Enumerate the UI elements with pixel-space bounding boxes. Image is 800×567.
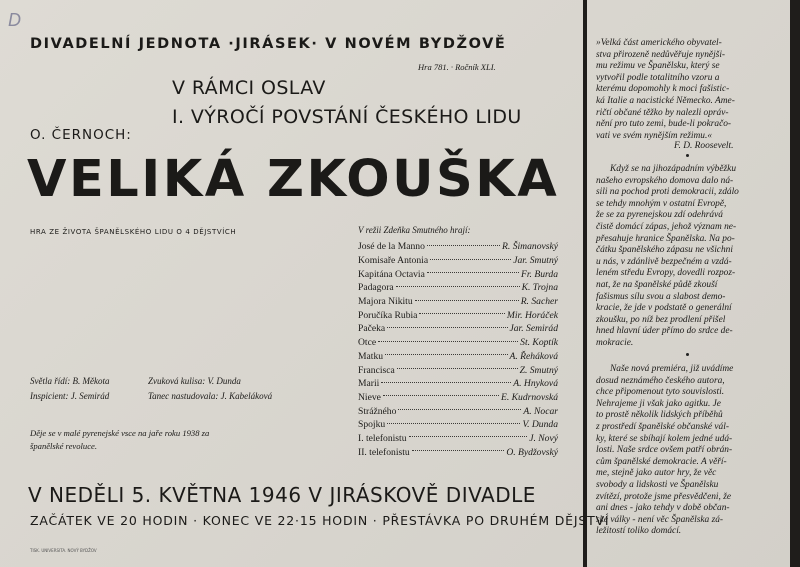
cast-row [358, 281, 558, 295]
cast-row [358, 308, 558, 322]
separator-dot [686, 154, 689, 157]
cast-role: Matku [358, 350, 384, 362]
cast-row [358, 391, 558, 405]
essay-paragraph-1 [596, 164, 782, 350]
text-line: fašismus sílu svou a slabost demo- [596, 291, 726, 302]
quote-source: F. D. Roosevelt. [674, 141, 734, 151]
text-line: mokracie. [596, 337, 634, 348]
text-line: Naše nová premiéra, již uvádíme [610, 364, 734, 374]
cast-row [358, 322, 558, 336]
leader-dots [430, 259, 511, 260]
separator-dot [686, 353, 689, 356]
cast-list [358, 240, 558, 459]
text-line: dosud neznámého českého autora, [596, 375, 725, 386]
cast-actor: K. Trojna [521, 282, 558, 294]
cast-role: José de la Manno [358, 241, 425, 253]
leader-dots [427, 245, 500, 246]
text-line: přesahuje hranice Španělska. Na po- [596, 233, 735, 244]
cast-role: Strážného [358, 405, 397, 417]
text-line: Když se na jihozápadním výběžku [610, 164, 737, 174]
cast-role: II. telefonistu [358, 446, 410, 458]
text-line: ričtí občané těžko by nalezli opráv- [596, 107, 729, 118]
author-name: O. ČERNOCH: [30, 127, 132, 143]
corner-mark: D [8, 10, 21, 30]
cast-row [358, 377, 558, 391]
text-line: hned hlavní úder přímo do srdce de- [596, 326, 733, 337]
crew-lights: Světla řídí: B. Měkota [30, 376, 110, 386]
text-line: ležitostí toliko domácí. [596, 526, 682, 537]
cast-actor: Z. Smutný [519, 364, 558, 376]
cast-actor: Jar. Smutný [513, 255, 558, 267]
text-line: chce připomenout tyto souvislosti. [596, 387, 725, 398]
leader-dots [385, 354, 507, 355]
text-line: ky, které se sbíhají kolem jedné udá- [596, 433, 733, 444]
cast-actor: A. Hnyková [513, 378, 558, 390]
cast-row [358, 240, 558, 254]
leader-dots [397, 368, 518, 369]
leader-dots [383, 395, 499, 396]
occasion-line-1: V RÁMCI OSLAV [172, 77, 326, 99]
cast-actor: A. Nocar [523, 405, 558, 417]
setting-line-1: Děje se v malé pyrenejské vsce na jaře roku 1938 za [30, 428, 210, 438]
leader-dots [396, 286, 520, 287]
cast-actor: St. Koptík [520, 337, 558, 349]
cast-role: Poručíka Rubia [358, 309, 418, 321]
text-line: to prostě několik lidských příběhů [596, 410, 723, 421]
performance-times: ZAČÁTEK VE 20 HODIN · KONEC VE 22·15 HODIN · PŘESTÁVKA PO DRUHÉM DĚJSTVÍ [30, 513, 610, 528]
leader-dots [387, 423, 520, 424]
cast-row [358, 445, 558, 459]
leader-dots [387, 327, 507, 328]
cast-role: Spojku [358, 419, 386, 431]
cast-row [358, 336, 558, 350]
cast-role: Otce [358, 337, 377, 349]
text-line: ské války - není věc Španělska zá- [596, 514, 724, 525]
cast-actor: A. Řeháková [509, 350, 558, 362]
cast-actor: Mir. Horáček [506, 309, 558, 321]
text-line: Nehrajeme ji však jako agitku. Je [596, 398, 721, 409]
cast-role: Marii [358, 378, 380, 390]
page-edge [790, 0, 800, 567]
leader-dots [412, 450, 505, 451]
text-line: kterému dopomohly k moci fašistic- [596, 84, 730, 95]
direction-line: V režii Zdeňka Smutného hrají: [358, 225, 471, 235]
cast-row [358, 267, 558, 281]
cast-actor: R. Šimanovský [502, 241, 558, 253]
cast-row [358, 350, 558, 364]
text-line: že se za pyrenejskou zdí odehrává [596, 210, 723, 221]
cast-role: Nieve [358, 391, 381, 403]
cast-role: Komisaře Antonia [358, 255, 429, 267]
crew-sound: Zvuková kulisa: V. Dunda [148, 376, 241, 386]
text-line: »Velká část amerického obyvatel- [596, 38, 722, 48]
text-line: čátku španělského zápasu ne všichni [596, 245, 733, 256]
cast-row [358, 254, 558, 268]
cast-role: Majora Nikitu [358, 296, 413, 308]
text-line: zvítězí, protože jsme přesvědčeni, že [596, 491, 732, 502]
cast-role: Padagora [358, 282, 394, 294]
crew-dance: Tanec nastudovala: J. Kabeláková [148, 391, 273, 401]
cast-role: Pačeka [358, 323, 386, 335]
text-line: me, stejně jako autor hry, že věc [596, 468, 717, 479]
cast-role: Kapitána Octavia [358, 268, 425, 280]
text-line: kracie, že jde v podstatě o generální [596, 303, 732, 314]
crew-prompter: Inspicient: J. Semirád [30, 391, 110, 401]
text-line: losti. Naše srdce ovšem patří obrán- [596, 445, 733, 456]
text-line: čistě domácí zápas, jehož význam ne- [596, 221, 737, 232]
leader-dots [409, 436, 528, 437]
text-line: ani dnes - jako tehdy v době občan- [596, 503, 730, 514]
cast-role: Francisca [358, 364, 395, 376]
cast-row [358, 432, 558, 446]
cast-row [358, 295, 558, 309]
cast-role: I. telefonistu [358, 432, 407, 444]
text-line: nění pro tuto zemi, bude-li pokračo- [596, 119, 732, 130]
setting-line-2: španělské revoluce. [30, 441, 97, 451]
cast-actor: J. Nový [529, 432, 558, 444]
text-line: stva přirozeně nedůvěřuje nynějši- [596, 49, 726, 60]
text-line: zkoušku, po níž bez prodlení přišel [596, 314, 726, 325]
play-title: VELIKÁ ZKOUŠKA [27, 150, 560, 209]
leader-dots [415, 300, 519, 301]
cast-actor: Fr. Burda [521, 268, 558, 280]
text-line: vytvořil podle totalitního vzoru a [596, 72, 720, 83]
roosevelt-quote [596, 38, 782, 142]
text-line: se tehdy mnohým v ostatní Evropě, [596, 198, 727, 209]
text-line: cům španělské demokracie. A věří- [596, 456, 727, 467]
text-line: leném středu Evropy, dovedli rozpoz- [596, 268, 736, 279]
essay-paragraph-2 [596, 364, 782, 538]
cast-actor: R. Sacher [520, 296, 558, 308]
printer-credit: TISK. UNIVERSITA. NOVÝ BYDŽOV [30, 548, 97, 553]
header-theatre: DIVADELNÍ JEDNOTA ·JIRÁSEK· V NOVÉM BYDŽOVĚ [30, 36, 507, 52]
column-divider [583, 0, 587, 567]
cast-row [358, 418, 558, 432]
text-line: mu režimu ve Španělsku, který se [596, 61, 720, 72]
performance-date: V NEDĚLI 5. KVĚTNA 1946 V JIRÁSKOVĚ DIVADLE [28, 483, 536, 507]
text-line: sili na pochod proti demokracii, zdálo [596, 187, 739, 198]
genre-line: HRA ZE ŽIVOTA ŠPANĚLSKÉHO LIDU O 4 DĚJSTVÍCH [30, 228, 237, 236]
cast-actor: E. Kudrnovská [500, 391, 558, 403]
leader-dots [427, 272, 519, 273]
cast-row [358, 363, 558, 377]
text-line: nat, že na španělské půdě zkouší [596, 279, 718, 290]
text-line: u nás, v zdánlivě bezpečném a vzdá- [596, 256, 732, 267]
leader-dots [419, 313, 504, 314]
leader-dots [381, 382, 511, 383]
cast-row [358, 404, 558, 418]
cast-actor: V. Dunda [522, 419, 558, 431]
text-line: našeho evropského domova dalo ná- [596, 175, 734, 186]
text-line: ká Italie a nacistické Německo. Ame- [596, 95, 735, 106]
leader-dots [378, 341, 518, 342]
text-line: z prostředí španělské občanské vál- [596, 421, 729, 432]
issue-number: Hra 781. · Ročník XLI. [418, 62, 496, 72]
cast-actor: Jar. Semirád [509, 323, 558, 335]
text-line: svobody a lidskosti ve Španělsku [596, 479, 719, 490]
cast-actor: O. Bydžovský [506, 446, 558, 458]
occasion-line-2: I. VÝROČÍ POVSTÁNÍ ČESKÉHO LIDU [172, 106, 522, 128]
leader-dots [398, 409, 521, 410]
text-line: vati ve svém nynějším režimu.« [596, 130, 713, 141]
